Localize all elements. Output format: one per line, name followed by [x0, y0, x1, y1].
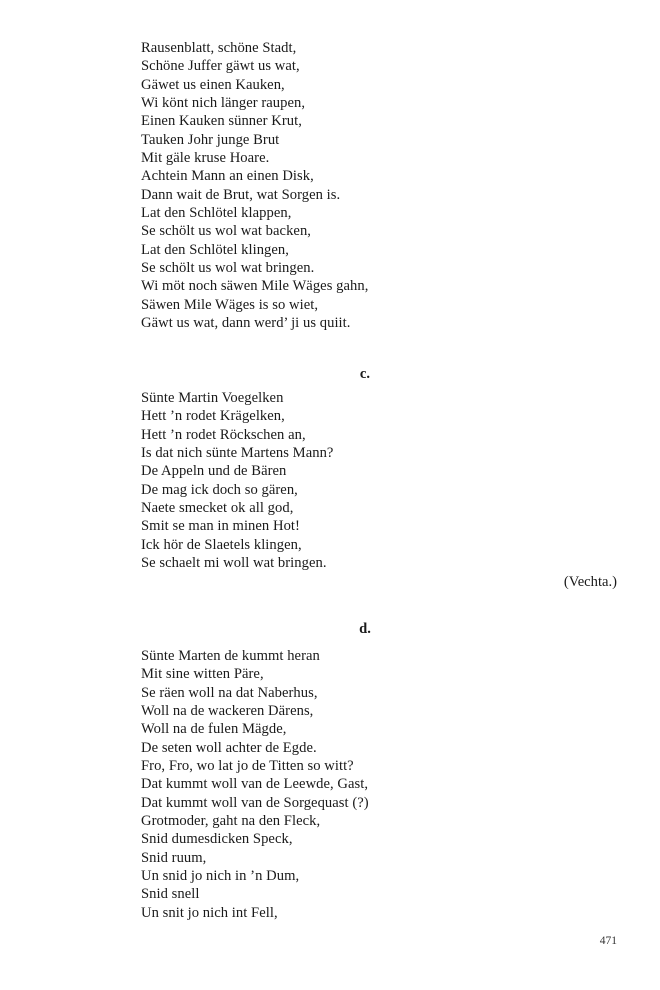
verse-line: Naete smecket ok all god,	[141, 500, 294, 517]
verse-line: Grotmoder, gaht na den Fleck,	[141, 813, 321, 830]
verse-line: Woll na de fulen Mägde,	[141, 721, 287, 738]
verse-line: Se schaelt mi woll wat bringen.	[141, 555, 327, 572]
verse-line: Hett ’n rodet Röckschen an,	[141, 426, 306, 443]
verse-line: Woll na de wackeren Därens,	[141, 703, 314, 720]
verse-line: Wi könt nich länger raupen,	[141, 95, 306, 112]
verse-line: Säwen Mile Wäges is so wiet,	[141, 296, 319, 313]
verse-line: De Appeln und de Bären	[141, 463, 287, 480]
verse-d	[141, 647, 617, 922]
verse-line: Lat den Schlötel klappen,	[141, 205, 292, 222]
verse-line: Fro, Fro, wo lat jo de Titten so witt?	[141, 758, 354, 775]
verse-line: Se schölt us wol wat bringen.	[141, 260, 315, 277]
verse-line: Tauken Johr junge Brut	[141, 131, 280, 148]
verse-line: Hett ’n rodet Krägelken,	[141, 408, 285, 425]
verse-line: Schöne Juffer gäwt us wat,	[141, 58, 300, 75]
verse-line: Rausenblatt, schöne Stadt,	[141, 40, 297, 56]
verse-line: Snid snell	[141, 886, 200, 903]
verse-line: Wi möt noch säwen Mile Wäges gahn,	[141, 278, 369, 295]
verse-line: Gäwt us wat, dann werd’ ji us quiit.	[141, 315, 351, 332]
verse-b-continued	[141, 39, 617, 333]
verse-line: Snid ruum,	[141, 849, 207, 866]
verse-line: Ick hör de Slaetels klingen,	[141, 536, 302, 553]
verse-line: Se schölt us wol wat backen,	[141, 223, 312, 240]
verse-line: Einen Kauken sünner Krut,	[141, 113, 302, 130]
verse-line: Gäwet us einen Kauken,	[141, 76, 285, 93]
verse-line: Is dat nich sünte Martens Mann?	[141, 445, 334, 462]
verse-line: Un snit jo nich int Fell,	[141, 904, 278, 921]
section-heading-d: d.	[359, 621, 371, 637]
verse-line: Sünte Martin Voegelken	[141, 390, 284, 406]
verse-line: Dat kummt woll van de Leewde, Gast,	[141, 776, 369, 793]
section-heading-c: c.	[359, 366, 371, 382]
verse-line: Achtein Mann an einen Disk,	[141, 168, 314, 185]
verse-line: Smit se man in minen Hot!	[141, 518, 300, 535]
verse-line: De seten woll achter de Egde.	[141, 739, 317, 756]
place-attribution: (Vechta.)	[563, 574, 617, 590]
verse-line: Un snid jo nich in ’n Dum,	[141, 868, 300, 885]
verse-c	[141, 389, 617, 572]
verse-line: Mit gäle kruse Hoare.	[141, 150, 270, 167]
verse-line: Lat den Schlötel klingen,	[141, 241, 289, 258]
verse-line: Snid dumesdicken Speck,	[141, 831, 293, 848]
verse-line: Mit sine witten Päre,	[141, 666, 264, 683]
verse-line: Dat kummt woll van de Sorgequast (?)	[141, 794, 369, 811]
verse-line: De mag ick doch so gären,	[141, 481, 298, 498]
page-number: 471	[599, 935, 617, 947]
verse-line: Dann wait de Brut, wat Sorgen is.	[141, 186, 341, 203]
verse-line: Se räen woll na dat Naberhus,	[141, 684, 318, 701]
verse-line: Sünte Marten de kummt heran	[141, 648, 320, 664]
